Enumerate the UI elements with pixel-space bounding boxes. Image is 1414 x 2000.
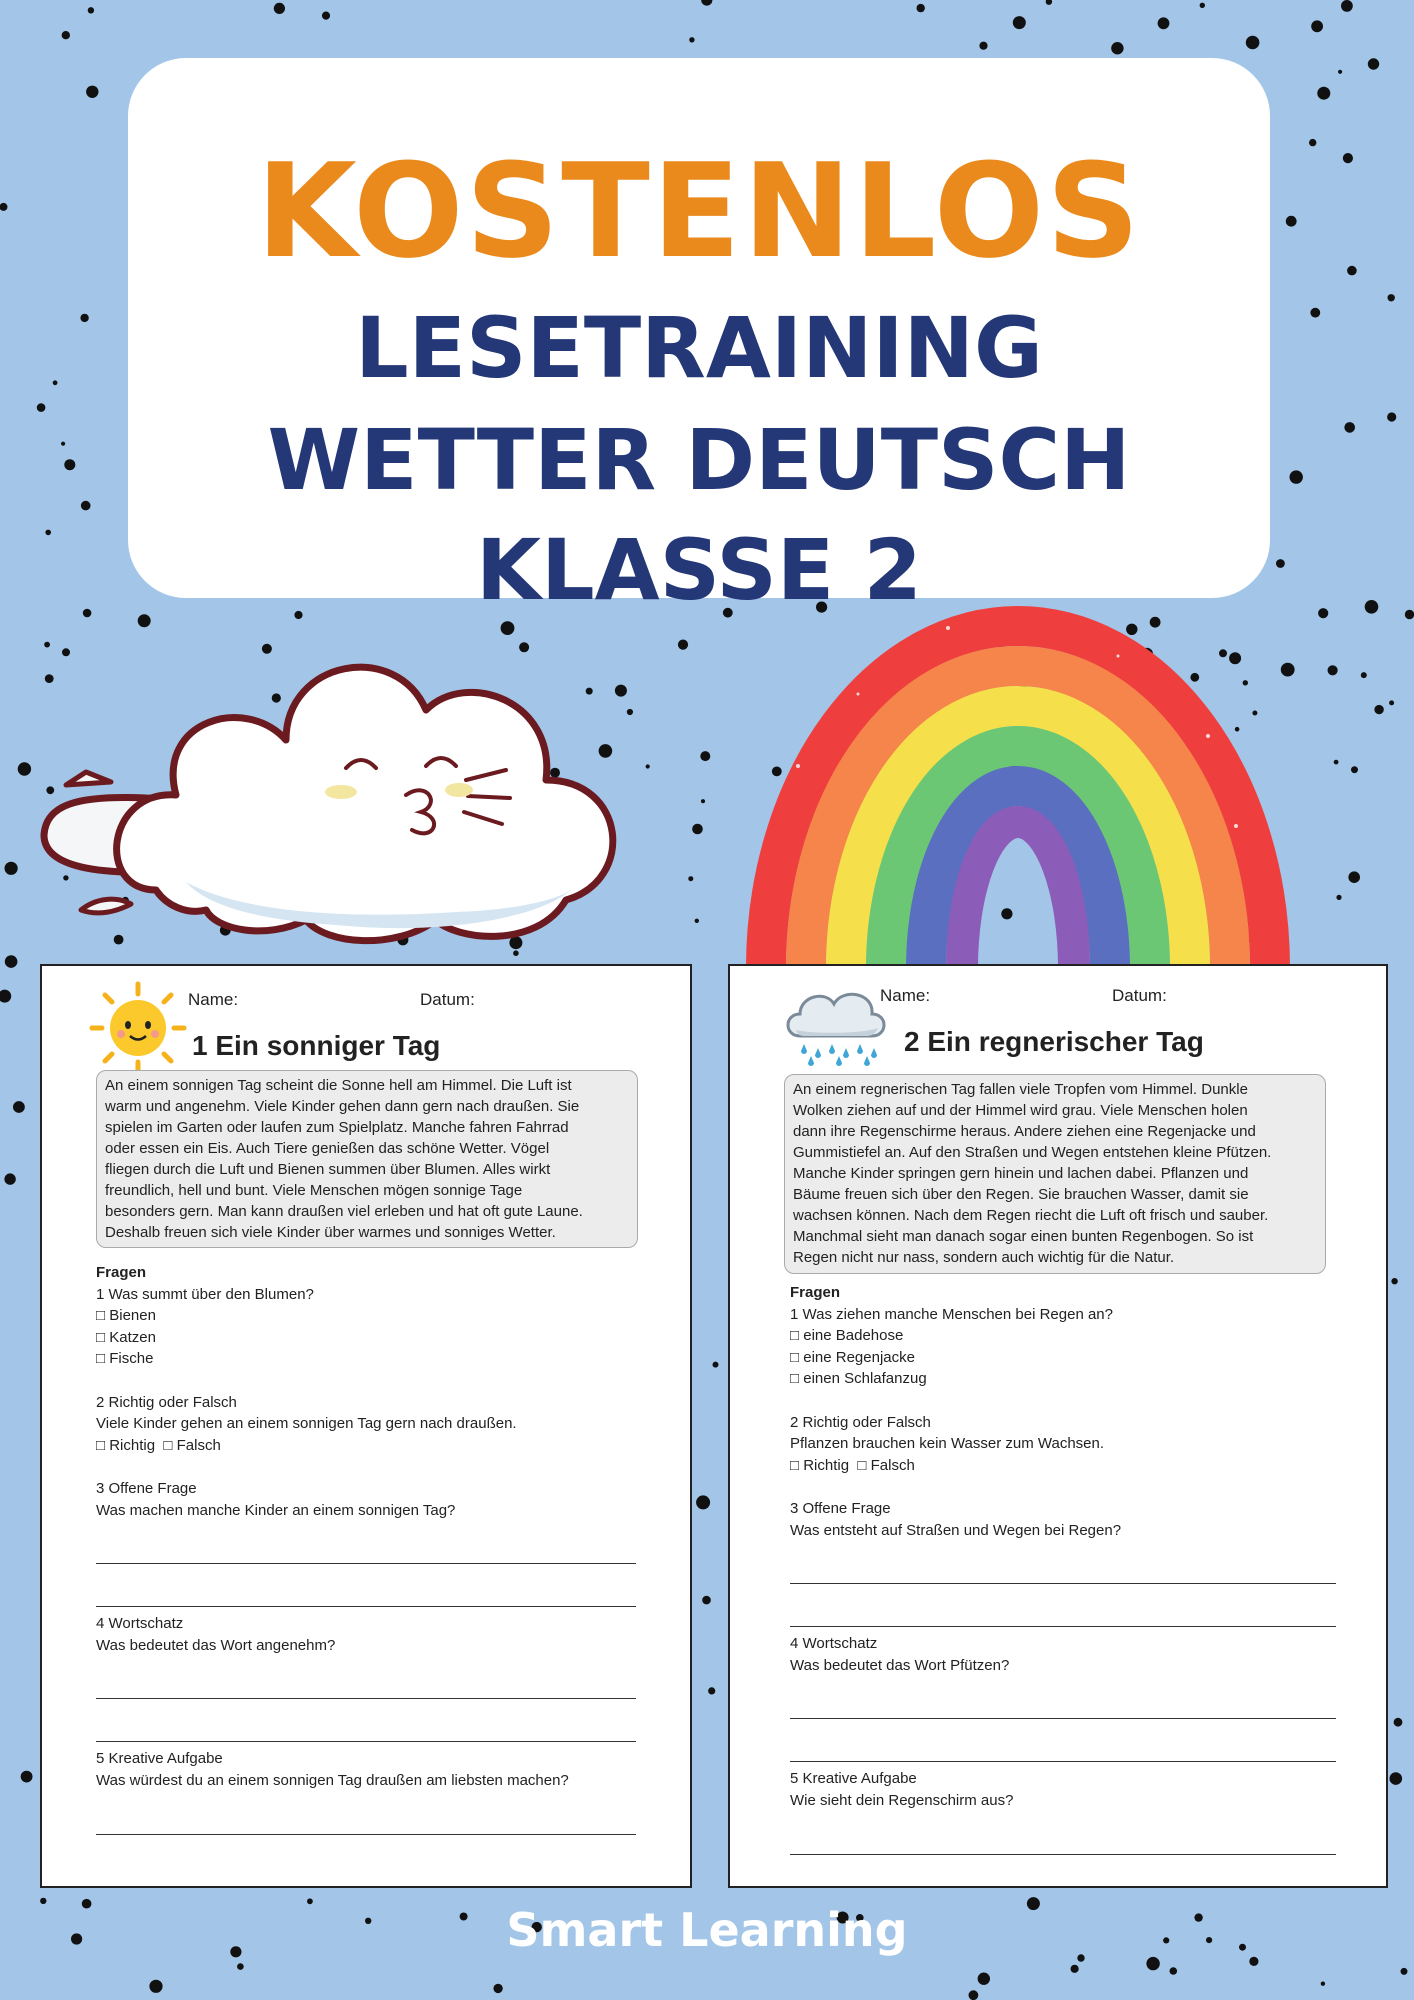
background-dot bbox=[237, 1963, 244, 1970]
background-dot bbox=[1276, 559, 1285, 568]
answer-line[interactable] bbox=[96, 1792, 636, 1835]
background-dot bbox=[5, 862, 18, 875]
passage-line: Wolken ziehen auf und der Himmel wird grau. Viele Menschen holen bbox=[793, 1102, 1248, 1119]
brand-footer: Smart Learning bbox=[506, 1903, 908, 1957]
background-dot bbox=[695, 919, 699, 923]
background-dot bbox=[1361, 672, 1367, 678]
background-dot bbox=[18, 762, 31, 775]
background-dot bbox=[1071, 1965, 1079, 1973]
background-dot bbox=[81, 501, 91, 511]
answer-line[interactable] bbox=[790, 1541, 1336, 1584]
background-dot bbox=[708, 1687, 715, 1694]
question-4-prompt: Was bedeutet das Wort angenehm? bbox=[96, 1636, 336, 1654]
passage-line: Bäume freuen sich über den Regen. Sie brauchen Wasser, damit sie bbox=[793, 1186, 1249, 1203]
passage-line: Deshalb freuen sich viele Kinder über warmes und sonniges Wetter. bbox=[105, 1224, 556, 1241]
question-1: 1 Was summt über den Blumen? bbox=[96, 1285, 314, 1303]
sheet-title: 1 Ein sonniger Tag bbox=[192, 1030, 441, 1061]
background-dot bbox=[917, 4, 925, 12]
background-dot bbox=[1368, 58, 1379, 69]
background-dot bbox=[1388, 294, 1395, 301]
background-dot bbox=[1347, 266, 1357, 276]
answer-line[interactable] bbox=[96, 1656, 636, 1699]
background-dot bbox=[88, 7, 94, 13]
background-dot bbox=[86, 86, 98, 98]
background-dot bbox=[1328, 665, 1338, 675]
background-dot bbox=[1310, 308, 1320, 318]
passage-line: Regen nicht nur nass, sondern auch wichtig für die Natur. bbox=[793, 1249, 1175, 1266]
background-dot bbox=[0, 990, 11, 1003]
background-dot bbox=[1374, 705, 1383, 714]
question-5-heading: 5 Kreative Aufgabe bbox=[96, 1750, 223, 1768]
background-dot bbox=[1111, 42, 1123, 54]
question-5-prompt: Wie sieht dein Regenschirm aus? bbox=[790, 1791, 1014, 1809]
background-dot bbox=[1321, 1982, 1325, 1986]
background-dot bbox=[1405, 610, 1414, 619]
reading-passage bbox=[784, 1074, 1326, 1274]
question-2-statement: Pflanzen brauchen kein Wasser zum Wachsen. bbox=[790, 1435, 1105, 1453]
background-dot bbox=[701, 0, 712, 6]
question-3-prompt: Was machen manche Kinder an einem sonnigen Tag? bbox=[96, 1501, 456, 1519]
background-dot bbox=[1170, 1967, 1178, 1975]
background-dot bbox=[322, 12, 330, 20]
worksheet-sonniger-tag bbox=[40, 964, 692, 1888]
background-dot bbox=[13, 1101, 25, 1113]
background-dot bbox=[83, 609, 92, 618]
passage-line: Manche Kinder springen gern hinein und lachen dabei. Pflanzen und bbox=[793, 1165, 1249, 1182]
answer-option[interactable]: □ Fische bbox=[96, 1350, 154, 1368]
question-4-heading: 4 Wortschatz bbox=[96, 1615, 184, 1633]
answer-option[interactable]: □ Katzen bbox=[96, 1328, 156, 1346]
title-kostenlos: KOSTENLOS bbox=[256, 135, 1142, 287]
background-dot bbox=[1401, 1968, 1408, 1975]
date-label: Datum: bbox=[420, 990, 475, 1009]
background-dot bbox=[493, 1984, 502, 1993]
passage-line: oder essen ein Eis. Auch Tiere genießen das schöne Wetter. Vögel bbox=[105, 1140, 550, 1157]
question-2-statement: Viele Kinder gehen an einem sonnigen Tag gern nach draußen. bbox=[96, 1415, 517, 1433]
background-dot bbox=[1309, 139, 1316, 146]
background-dot bbox=[274, 3, 285, 14]
sun-icon bbox=[88, 980, 188, 1076]
answer-line[interactable] bbox=[96, 1699, 636, 1742]
background-dot bbox=[62, 31, 70, 39]
background-dot bbox=[1387, 412, 1396, 421]
background-dot bbox=[53, 380, 58, 385]
background-dot bbox=[692, 824, 703, 835]
passage-line: fliegen durch die Luft und Bienen summen über Blumen. Alles wirkt bbox=[105, 1161, 551, 1178]
question-4-heading: 4 Wortschatz bbox=[790, 1635, 878, 1653]
background-dot bbox=[1311, 20, 1323, 32]
background-dot bbox=[1246, 36, 1260, 50]
background-dot bbox=[0, 203, 8, 211]
background-dot bbox=[1318, 608, 1328, 618]
background-dot bbox=[37, 403, 46, 412]
passage-line: Gummistiefel an. Auf den Straßen und Wegen entstehen kleine Pfützen. bbox=[793, 1144, 1272, 1161]
date-label: Datum: bbox=[1112, 986, 1167, 1005]
background-dot bbox=[1158, 17, 1170, 29]
title-wetter-deutsch: WETTER DEUTSCH bbox=[267, 411, 1131, 509]
answer-line[interactable] bbox=[790, 1584, 1336, 1627]
background-dot bbox=[1343, 153, 1353, 163]
answer-option[interactable]: □ einen Schlafanzug bbox=[790, 1370, 927, 1388]
background-dot bbox=[1200, 3, 1205, 8]
background-dot bbox=[1046, 0, 1052, 5]
background-dot bbox=[1351, 766, 1358, 773]
background-dot bbox=[5, 955, 18, 968]
background-dot bbox=[1317, 87, 1330, 100]
passage-line: besonders gern. Man kann draußen viel erleben und hat oft gute Laune. bbox=[105, 1203, 583, 1220]
background-dot bbox=[1334, 760, 1339, 765]
background-dot bbox=[969, 1990, 979, 2000]
title-card bbox=[128, 58, 1270, 619]
passage-line: wachsen können. Nach dem Regen riecht die Luft oft frisch und sauber. bbox=[793, 1207, 1269, 1224]
background-dot bbox=[61, 442, 65, 446]
background-dot bbox=[1249, 1957, 1258, 1966]
answer-line[interactable] bbox=[96, 1521, 636, 1564]
reading-passage bbox=[96, 1070, 638, 1248]
title-lesetraining: LESETRAINING bbox=[355, 299, 1043, 397]
passage-line: freundlich, hell und bunt. Viele Menschen mögen sonnige Tage bbox=[105, 1182, 523, 1199]
background-dot bbox=[700, 751, 710, 761]
background-dot bbox=[45, 530, 51, 536]
background-dot bbox=[713, 1362, 719, 1368]
question-5-prompt: Was würdest du an einem sonnigen Tag draußen am liebsten machen? bbox=[96, 1771, 569, 1789]
background-dot bbox=[702, 1596, 711, 1605]
passage-line: An einem regnerischen Tag fallen viele Tropfen vom Himmel. Dunkle bbox=[793, 1081, 1248, 1098]
background-dot bbox=[1394, 1718, 1403, 1727]
question-4-prompt: Was bedeutet das Wort Pfützen? bbox=[790, 1656, 1010, 1674]
background-dot bbox=[1286, 216, 1297, 227]
background-dot bbox=[4, 1173, 15, 1184]
background-dot bbox=[689, 37, 694, 42]
question-3-prompt: Was entsteht auf Straßen und Wegen bei Regen? bbox=[790, 1521, 1122, 1539]
background-dot bbox=[1348, 871, 1360, 883]
passage-line: An einem sonnigen Tag scheint die Sonne hell am Himmel. Die Luft ist bbox=[105, 1077, 572, 1094]
passage-line: spielen im Garten oder laufen zum Spielplatz. Manche fahren Fahrrad bbox=[105, 1119, 569, 1136]
questions-heading: Fragen bbox=[96, 1264, 147, 1281]
questions-heading: Fragen bbox=[790, 1284, 841, 1301]
answer-option[interactable]: □ eine Regenjacke bbox=[790, 1348, 915, 1366]
question-5-heading: 5 Kreative Aufgabe bbox=[790, 1770, 917, 1788]
answer-line[interactable] bbox=[96, 1564, 636, 1607]
background-dot bbox=[1390, 1772, 1403, 1785]
background-dot bbox=[978, 1973, 990, 1985]
questions-section bbox=[96, 1262, 636, 1835]
answer-option[interactable]: □ Bienen bbox=[96, 1307, 156, 1325]
background-dot bbox=[678, 640, 688, 650]
background-dot bbox=[1338, 70, 1342, 74]
passage-line: warm und angenehm. Viele Kinder gehen dann gern nach draußen. Sie bbox=[105, 1098, 580, 1115]
background-dot bbox=[1341, 0, 1353, 12]
question-1: 1 Was ziehen manche Menschen bei Regen an? bbox=[790, 1305, 1113, 1323]
title-klasse: KLASSE 2 bbox=[476, 521, 922, 619]
blowing-cloud-illustration bbox=[36, 620, 656, 960]
rainbow-illustration bbox=[738, 596, 1298, 968]
name-label: Name: bbox=[188, 990, 239, 1009]
background-dot bbox=[1365, 600, 1379, 614]
passage-line: Manchmal sieht man danach sogar einen bunten Regenbogen. So ist bbox=[793, 1228, 1254, 1245]
background-dot bbox=[64, 459, 75, 470]
name-label: Name: bbox=[880, 986, 931, 1005]
answer-line[interactable] bbox=[790, 1812, 1336, 1855]
background-dot bbox=[688, 876, 693, 881]
question-2-heading: 2 Richtig oder Falsch bbox=[790, 1413, 931, 1431]
background-dot bbox=[1391, 1278, 1397, 1284]
background-dot bbox=[701, 799, 705, 803]
true-false-options[interactable]: □ Richtig □ Falsch bbox=[790, 1456, 915, 1474]
background-dot bbox=[1290, 470, 1303, 483]
question-2-heading: 2 Richtig oder Falsch bbox=[96, 1393, 237, 1411]
background-dot bbox=[1336, 895, 1341, 900]
background-dot bbox=[1146, 1957, 1159, 1970]
rain-cloud-icon bbox=[782, 984, 890, 1070]
background-dot bbox=[21, 1771, 33, 1783]
background-dot bbox=[149, 1980, 162, 1993]
background-dot bbox=[1344, 422, 1355, 433]
answer-line[interactable] bbox=[790, 1719, 1336, 1762]
background-dot bbox=[1013, 16, 1026, 29]
worksheet-regnerischer-tag bbox=[728, 964, 1388, 1888]
background-dot bbox=[696, 1495, 710, 1509]
background-dot bbox=[979, 42, 987, 50]
true-false-options[interactable]: □ Richtig □ Falsch bbox=[96, 1436, 221, 1454]
background-dot bbox=[80, 314, 88, 322]
question-3-heading: 3 Offene Frage bbox=[96, 1479, 197, 1497]
question-3-heading: 3 Offene Frage bbox=[790, 1499, 891, 1517]
answer-option[interactable]: □ eine Badehose bbox=[790, 1327, 904, 1345]
sheet-title: 2 Ein regnerischer Tag bbox=[904, 1026, 1204, 1057]
passage-line: dann ihre Regenschirme heraus. Andere ziehen eine Regenjacke und bbox=[793, 1123, 1256, 1140]
answer-line[interactable] bbox=[790, 1676, 1336, 1719]
questions-section bbox=[790, 1282, 1336, 1855]
background-dot bbox=[1389, 700, 1394, 705]
